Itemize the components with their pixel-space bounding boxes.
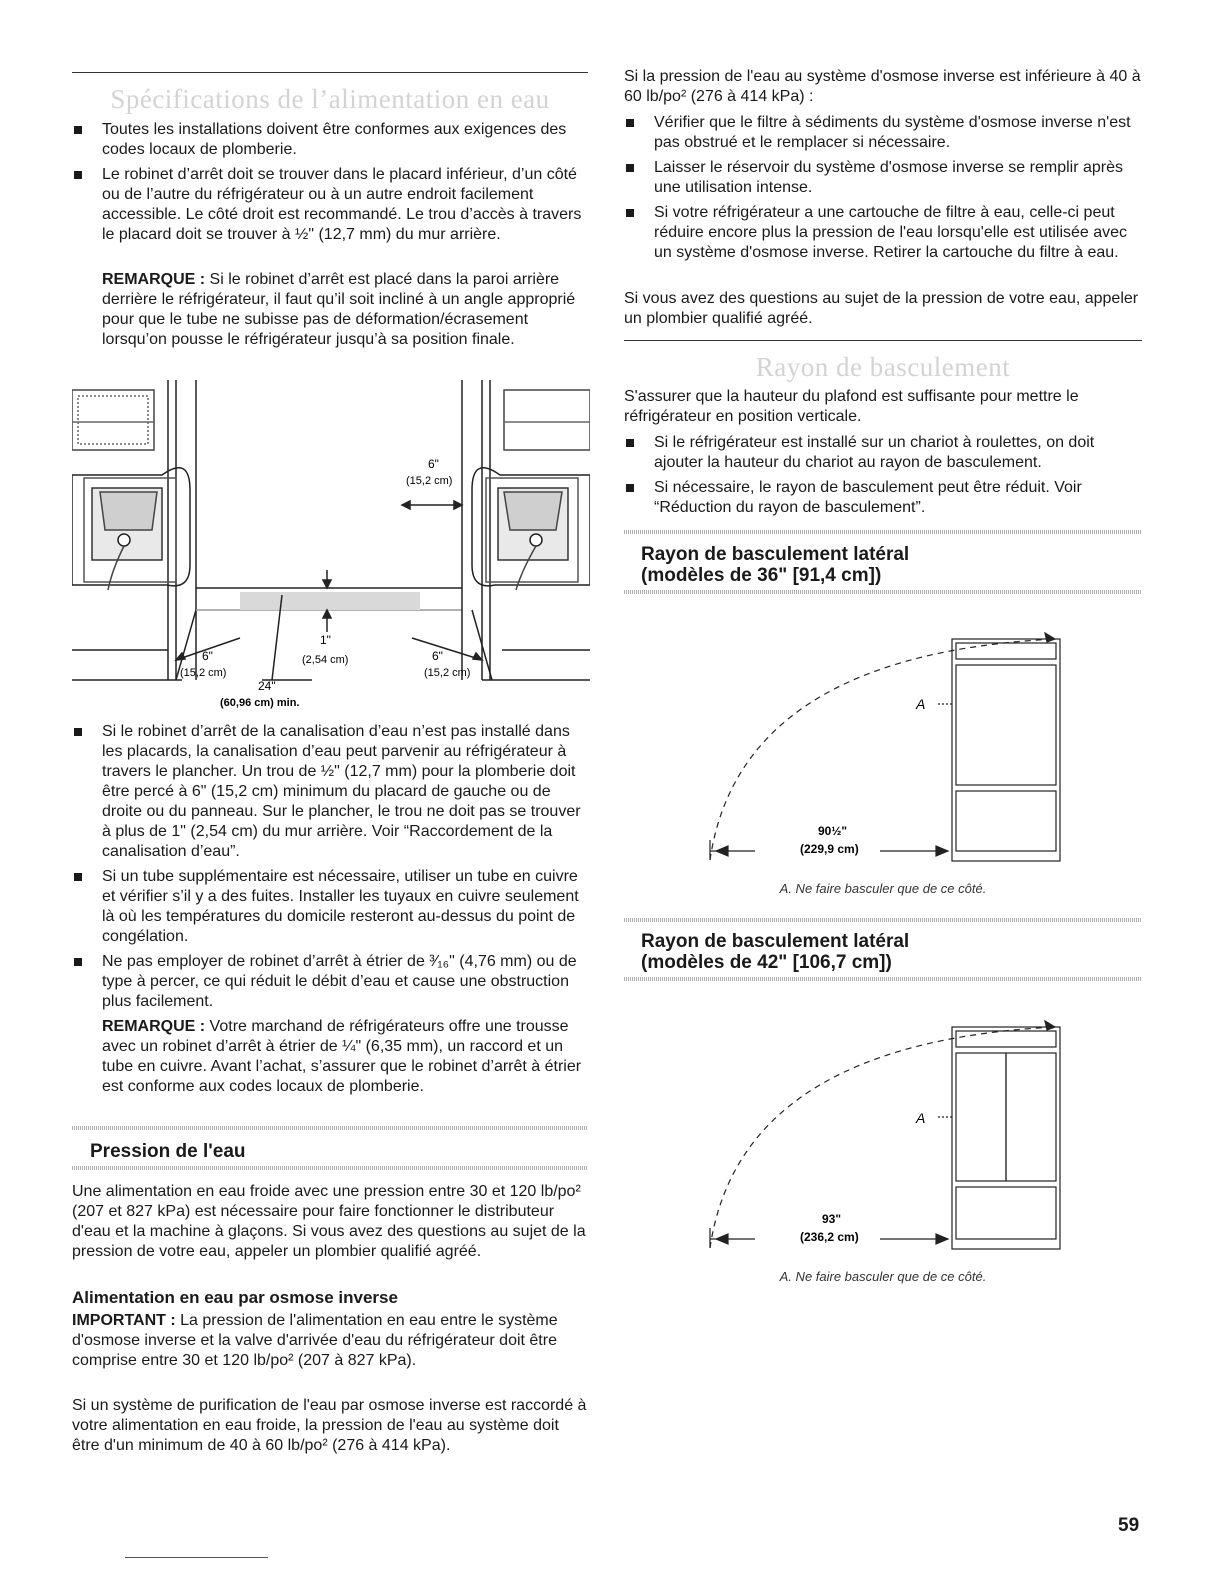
dim-top-6-cm: (15,2 cm) — [406, 475, 453, 487]
tilt-radius-diagram-36 — [700, 615, 1080, 870]
section-divider — [624, 918, 1142, 922]
fig2-dim: 93" — [822, 1212, 842, 1226]
osmose-paragraph: Si un système de purification de l'eau par osmose inverse est raccordé à votre alimentation en eau froide, la pression de l'eau au système doit être d'un minimum de 40 à 60 lb/po² (276 à 414 kPa). — [72, 1397, 587, 1454]
left-top-rule — [72, 72, 588, 73]
subsection-title-42 — [641, 931, 909, 973]
fig2-caption: A. Ne faire basculer que de ce côté. — [779, 1269, 987, 1284]
rayon-intro: S'assurer que la hauteur du plafond est suffisante pour mettre le réfrigérateur en position verticale. — [624, 388, 1079, 425]
section-divider — [72, 1166, 588, 1170]
note-label: REMARQUE : — [102, 1018, 206, 1035]
bullet-item: Si votre réfrigérateur a une cartouche de filtre à eau, celle-ci peut réduire encore plus la pression de l'eau lorsqu'elle est utilisée avec un système d'osmose inverse. Retirer la cartouche du filtre à eau. — [624, 203, 1142, 263]
bullet-item: Si le réfrigérateur est installé sur un chariot à roulettes, on doit ajouter la hauteur du chariot au rayon de basculement. — [624, 433, 1142, 473]
pression-paragraph: Une alimentation en eau froide avec une pression entre 30 et 120 lb/po² (207 et 827 kPa) est nécessaire pour faire fonctionner le distributeur d'eau et la machine à glaçons. Si vous avez des questions au sujet de la pression de votre eau, appeler un plombier qualifié agréé. — [72, 1183, 586, 1260]
section-divider — [624, 977, 1142, 981]
bullet-item: Le robinet d’arrêt doit se trouver dans le placard inférieur, d’un côté ou de l’autre du réfrigérateur ou à un autre endroit facilement accessible. Le côté droit est recommandé. Le trou d’accès à travers le placard doit se trouver à ½" (12,7 mm) du mur arrière. — [72, 165, 588, 245]
bullet-item: Si le robinet d’arrêt de la canalisation d’eau n’est pas installé dans les placards, la canalisation d’eau peut parvenir au réfrigérateur à travers le plancher. Un trou de ½" (12,7 mm) pour la plomberie doit être percé à 6" (15,2 cm) minimum du placard de gauche ou de droite ou du panneau. Sur le plancher, le trou ne doit pas se trouver à plus de 1" (2,54 cm) du mur arrière. Voir “Raccordement de la canalisation d’eau”. — [72, 722, 588, 862]
note-paragraph — [102, 1017, 588, 1097]
footer-link-line — [125, 1557, 268, 1558]
important-label: IMPORTANT : — [72, 1312, 176, 1329]
fig1-label-a: A — [916, 696, 926, 712]
refrigerator-outline — [952, 639, 1060, 861]
subsection-title-pression: Pression de l'eau — [90, 1141, 246, 1162]
section-title-rayon: Rayon de basculement — [755, 352, 1011, 382]
bullet-item: Si nécessaire, le rayon de basculement peut être réduit. Voir “Réduction du rayon de basculement”. — [624, 478, 1142, 518]
fig1-dim-cm: (229,9 cm) — [800, 842, 859, 856]
page-number: 59 — [1118, 1515, 1140, 1536]
tilt-arc — [710, 1027, 1055, 1248]
right-cabinet-upper — [504, 390, 590, 450]
subsection-title-36 — [641, 544, 909, 586]
tilt-radius-diagram-42 — [700, 1003, 1080, 1258]
dim-1in-cm: (2,54 cm) — [302, 654, 349, 666]
dim-right-6: 6" — [432, 649, 443, 663]
fig1-caption: A. Ne faire basculer que de ce côté. — [779, 881, 987, 896]
right-section-rule — [624, 340, 1142, 341]
dim-1in: 1" — [320, 633, 331, 647]
bullet-item: Laisser le réservoir du système d'osmose inverse se remplir après une utilisation intense. — [624, 158, 1142, 198]
subsection-title-36-line1: Rayon de basculement latéral — [641, 544, 910, 565]
dim-top-6: 6" — [428, 457, 439, 471]
bullet-item: Ne pas employer de robinet d’arrêt à étrier de ³⁄₁₆" (4,76 mm) ou de type à percer, ce qui réduit le débit d’eau et cause une obstruction plus facilement. — [72, 952, 588, 1012]
section-divider — [624, 530, 1142, 534]
dim-left-6: 6" — [202, 649, 213, 663]
important-paragraph — [72, 1311, 588, 1371]
section-divider — [624, 590, 1142, 594]
fig2-label-a: A — [916, 1110, 926, 1126]
floor-hatch — [240, 592, 420, 610]
tilt-arc — [710, 639, 1055, 860]
dim-24-cm: (60,96 cm) min. — [220, 697, 300, 709]
bullet-item: Si un tube supplémentaire est nécessaire, utiliser un tube en cuivre et vérifier s’il y a des fuites. Installer les tuyaux en cuivre seulement là où les températures du domicile resteront au-dessus du point de congélation. — [72, 867, 588, 947]
bullet-item: Toutes les installations doivent être conformes aux exigences des codes locaux de plomberie. — [72, 120, 588, 160]
subsection-title-42-line2: (modèles de 42" [106,7 cm]) — [641, 952, 892, 973]
bullet-item: Vérifier que le filtre à sédiments du système d'osmose inverse n'est pas obstrué et le remplacer si nécessaire. — [624, 113, 1142, 153]
left-valve-icon — [118, 534, 130, 546]
subsection-title-42-line1: Rayon de basculement latéral — [641, 931, 910, 952]
subsection-title-osmose: Alimentation en eau par osmose inverse — [72, 1288, 398, 1307]
fig1-dim: 90½" — [818, 824, 848, 838]
note-label: REMARQUE : — [102, 271, 206, 288]
dim-left-6-cm: (15,2 cm) — [180, 667, 227, 679]
fig2-dim-cm: (236,2 cm) — [800, 1230, 859, 1244]
important-text: La pression de l'alimentation en eau entre le système d'osmose inverse et la valve d'arrivée d'eau du réfrigérateur doit être comprise entre 30 et 120 lb/po² (207 à 827 kPa). — [72, 1312, 558, 1369]
note-paragraph — [102, 270, 588, 350]
note-text: Si le robinet d’arrêt est placé dans la paroi arrière derrière le réfrigérateur, il faut qu’il soit incliné à un angle approprié pour que le tube ne subisse pas de déformation/écrasement lorsqu’on pousse le réfrigérateur jusqu’à sa position finale. — [102, 271, 576, 348]
shutoff-valve-diagram — [72, 380, 590, 710]
outro-paragraph: Si vous avez des questions au sujet de la pression de votre eau, appeler un plombier qualifié agréé. — [624, 290, 1139, 327]
subsection-title-36-line2: (modèles de 36" [91,4 cm]) — [641, 565, 882, 586]
dim-right-6-cm: (15,2 cm) — [424, 667, 471, 679]
section-divider — [72, 1126, 588, 1130]
section-title-water-spec: Spécifications de l’alimentation en eau — [110, 84, 550, 114]
dim-24: 24" — [258, 679, 276, 693]
osmose-low-pressure-intro: Si la pression de l'eau au système d'osmose inverse est inférieure à 40 à 60 lb/po² (276 à 414 kPa) : — [624, 68, 1141, 105]
note-text: Votre marchand de réfrigérateurs offre une trousse avec un robinet d’arrêt à étrier de ¼" (6,35 mm), un raccord et un tube en cuivre. Avant l’achat, s’assurer que le robinet d’arrêt à étrier est conforme aux codes locaux de plomberie. — [102, 1018, 582, 1095]
right-valve-icon — [530, 534, 542, 546]
left-cabinet-upper — [72, 390, 154, 450]
